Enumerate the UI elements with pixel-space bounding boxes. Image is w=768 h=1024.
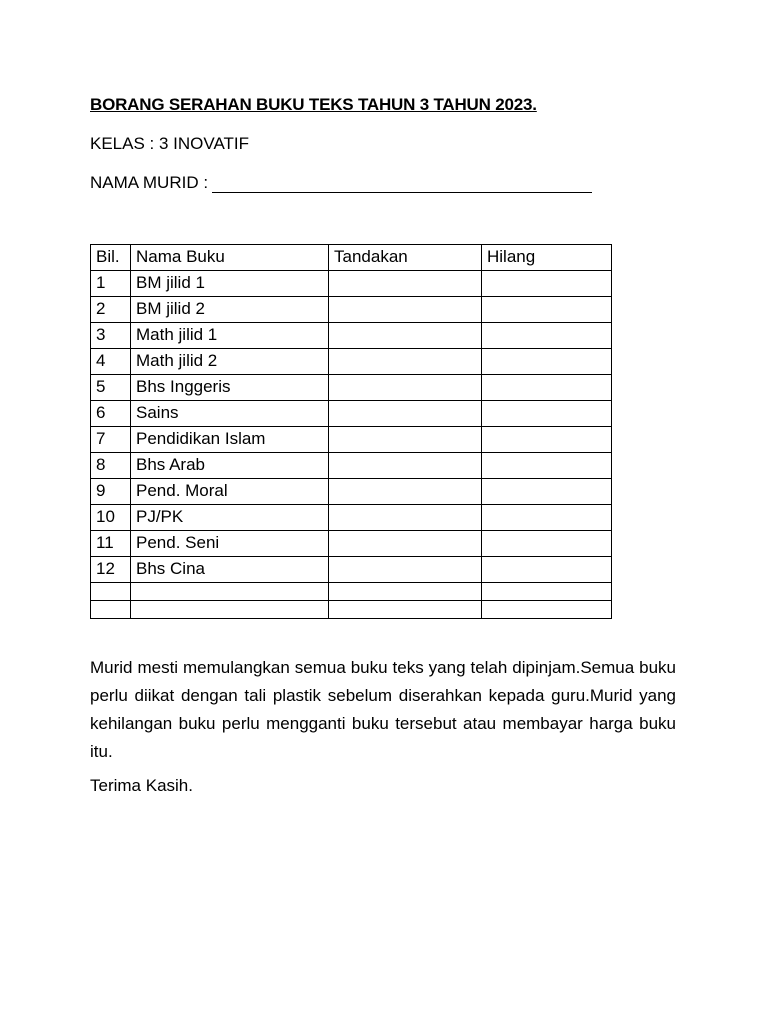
empty-cell xyxy=(131,601,329,619)
cell-hilang xyxy=(482,427,612,453)
cell-tandakan xyxy=(329,557,482,583)
cell-tandakan xyxy=(329,427,482,453)
book-table xyxy=(90,244,612,619)
empty-cell xyxy=(131,583,329,601)
table-row xyxy=(91,479,612,505)
cell-hilang xyxy=(482,375,612,401)
cell-nama-buku: PJ/PK xyxy=(131,505,329,531)
cell-tandakan xyxy=(329,323,482,349)
cell-hilang xyxy=(482,271,612,297)
nama-murid-blank xyxy=(212,175,592,193)
empty-cell xyxy=(91,583,131,601)
cell-hilang xyxy=(482,479,612,505)
cell-bil: 3 xyxy=(91,323,131,349)
empty-cell xyxy=(91,601,131,619)
cell-nama-buku: Bhs Inggeris xyxy=(131,375,329,401)
cell-tandakan xyxy=(329,349,482,375)
table-row xyxy=(91,401,612,427)
cell-hilang xyxy=(482,297,612,323)
nama-murid-line xyxy=(90,173,592,193)
cell-hilang xyxy=(482,505,612,531)
instruction-paragraph: Murid mesti memulangkan semua buku teks yang telah dipinjam.Semua buku perlu diikat dengan tali plastik sebelum diserahkan kepada guru.Murid yang kehilangan buku perlu mengganti buku tersebut atau membayar harga buku itu. xyxy=(90,658,676,761)
cell-nama-buku: Pendidikan Islam xyxy=(131,427,329,453)
cell-tandakan xyxy=(329,401,482,427)
table-row-empty xyxy=(91,583,612,601)
cell-hilang xyxy=(482,349,612,375)
cell-bil: 2 xyxy=(91,297,131,323)
header-bil: Bil. xyxy=(91,245,131,271)
header-nama-buku: Nama Buku xyxy=(131,245,329,271)
cell-bil: 1 xyxy=(91,271,131,297)
cell-tandakan xyxy=(329,453,482,479)
cell-bil: 6 xyxy=(91,401,131,427)
cell-nama-buku: Math jilid 2 xyxy=(131,349,329,375)
table-row xyxy=(91,531,612,557)
table-row xyxy=(91,297,612,323)
table-row xyxy=(91,271,612,297)
table-row xyxy=(91,427,612,453)
closing-text: Terima Kasih. xyxy=(90,776,193,795)
cell-nama-buku: Pend. Seni xyxy=(131,531,329,557)
table-row xyxy=(91,375,612,401)
cell-hilang xyxy=(482,557,612,583)
empty-cell xyxy=(482,583,612,601)
cell-bil: 5 xyxy=(91,375,131,401)
table-header-row xyxy=(91,245,612,271)
cell-nama-buku: Math jilid 1 xyxy=(131,323,329,349)
header-hilang: Hilang xyxy=(482,245,612,271)
cell-hilang xyxy=(482,531,612,557)
cell-nama-buku: Bhs Cina xyxy=(131,557,329,583)
cell-nama-buku: Sains xyxy=(131,401,329,427)
nama-murid-label: NAMA MURID : xyxy=(90,173,209,192)
cell-bil: 8 xyxy=(91,453,131,479)
cell-tandakan xyxy=(329,479,482,505)
empty-cell xyxy=(482,601,612,619)
empty-cell xyxy=(329,601,482,619)
kelas-line: KELAS : 3 INOVATIF xyxy=(90,134,250,153)
table-row xyxy=(91,453,612,479)
cell-tandakan xyxy=(329,531,482,557)
cell-tandakan xyxy=(329,505,482,531)
cell-bil: 9 xyxy=(91,479,131,505)
cell-nama-buku: Bhs Arab xyxy=(131,453,329,479)
document-title: BORANG SERAHAN BUKU TEKS TAHUN 3 TAHUN 2023. xyxy=(90,95,537,114)
cell-bil: 11 xyxy=(91,531,131,557)
cell-tandakan xyxy=(329,297,482,323)
cell-bil: 7 xyxy=(91,427,131,453)
table-row xyxy=(91,557,612,583)
table-row-empty xyxy=(91,601,612,619)
cell-bil: 12 xyxy=(91,557,131,583)
empty-cell xyxy=(329,583,482,601)
cell-tandakan xyxy=(329,375,482,401)
cell-hilang xyxy=(482,323,612,349)
cell-nama-buku: BM jilid 1 xyxy=(131,271,329,297)
table-row xyxy=(91,349,612,375)
header-tandakan: Tandakan xyxy=(329,245,482,271)
cell-hilang xyxy=(482,453,612,479)
table-row xyxy=(91,505,612,531)
cell-nama-buku: Pend. Moral xyxy=(131,479,329,505)
cell-bil: 4 xyxy=(91,349,131,375)
table-body xyxy=(91,271,612,619)
cell-tandakan xyxy=(329,271,482,297)
cell-bil: 10 xyxy=(91,505,131,531)
cell-nama-buku: BM jilid 2 xyxy=(131,297,329,323)
cell-hilang xyxy=(482,401,612,427)
table-row xyxy=(91,323,612,349)
